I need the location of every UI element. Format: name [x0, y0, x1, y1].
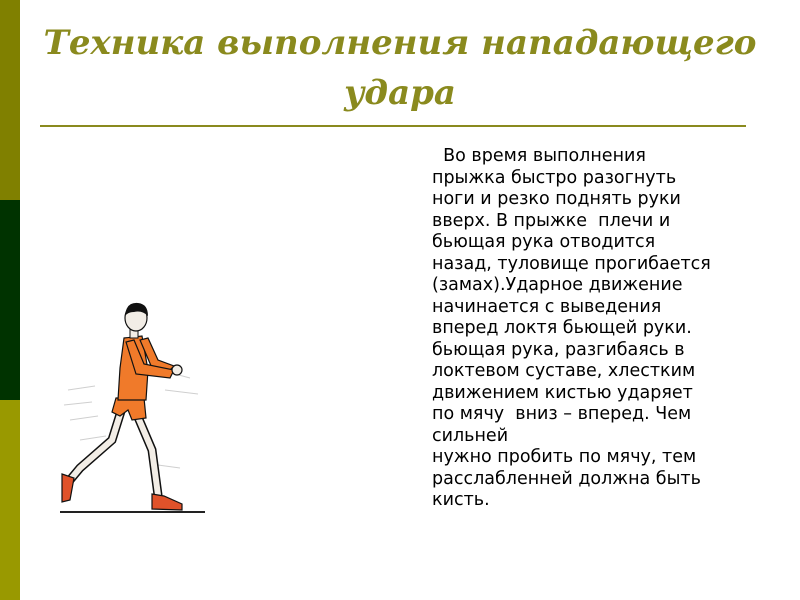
- left-accent-bar: [0, 0, 20, 600]
- front-shoe: [152, 494, 182, 510]
- slide-title: Техника выполнения нападающего удара: [43, 23, 757, 113]
- body-text: Во время выполнения прыжка быстро разогнуть ноги и резко поднять руки вверх. В прыжке плечи и бьющая рука отводится назад, туловище прогибается (замах).Ударное движение начинается с выведения вперед локтя бьющей руки. бьющая рука, разгибаясь в локтевом суставе, хлестким движением кистью ударяет по мячу вниз – вперед. Чем сильней нужно пробить по мячу, тем расслабленней должна быть кисть.: [432, 146, 711, 510]
- accent-bar-middle: [0, 200, 20, 400]
- accent-bar-bottom: [0, 400, 20, 600]
- back-shoe: [62, 474, 74, 502]
- accent-bar-top: [0, 0, 20, 200]
- running-athlete-illustration: [40, 290, 230, 530]
- title-underline: [40, 125, 746, 127]
- hand: [172, 365, 182, 375]
